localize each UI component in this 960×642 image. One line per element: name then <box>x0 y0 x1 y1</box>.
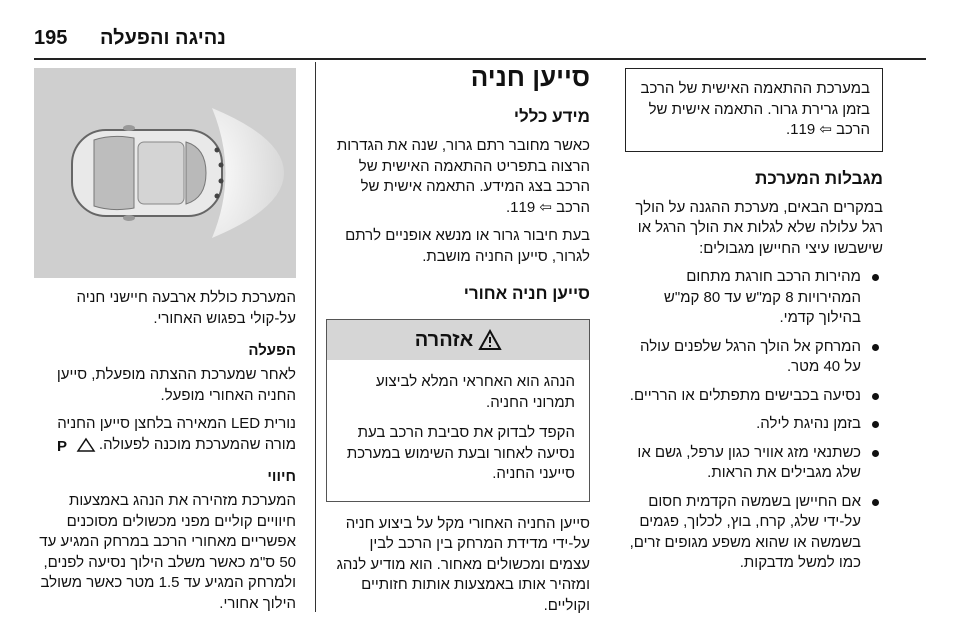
parking-sensor-diagram <box>34 68 296 278</box>
list-item-text: בזמן נהיגת לילה. <box>756 415 861 432</box>
list-item-text: המרחק אל הולך הרגל שלפנים עולה על 40 מטר. <box>640 337 861 375</box>
limits-intro: במקרים הבאים, מערכת ההגנה על הולך רגל עלולה שלא לגלות את הולך הרגל או שישבשו עיצי החיישן מגבולים: <box>635 198 883 257</box>
bullet-icon <box>872 450 879 457</box>
list-item-text: מהירות הרכב חורגת מתחום המהירויות 8 קמ"ש עד 80 קמ"ש בהילוך קדמי. <box>663 268 861 326</box>
bullet-icon <box>872 421 879 428</box>
warning-paragraph-1: הנהג הוא האחראי המלא לביצוע תמרוני החניה. <box>375 373 575 411</box>
general-paragraph-1: כאשר מחובר רתם גרור, שנה את הגדרות הרצוה בתפריט ההתאמה האישית של הרכב בצג המידע. התאמה אישית של הרכב ⇦ 119. <box>336 137 590 216</box>
activation-text: נורית LED המאירה בלחצן סייען החניה מורה שהמערכת מוכנה לפעולה. <box>57 415 296 453</box>
warning-header <box>327 320 589 360</box>
svg-text:P: P <box>56 437 67 455</box>
list-item <box>625 443 883 484</box>
warning-box <box>326 319 590 502</box>
limits-list <box>625 267 883 574</box>
general-paragraph-2: בעת חיבור גרור או מנשא אופניים לרתם לגרור, סייען החניה מושבת. <box>345 227 590 265</box>
column-divider <box>315 62 316 612</box>
warning-paragraph-2: הקפד לבדוק את סביבת הרכב בעת נסיעה לאחור ובעת השימוש במערכת סייעני החניה. <box>346 424 575 482</box>
list-item <box>625 267 883 329</box>
section-title: סייען חניה <box>470 62 590 92</box>
general-heading: מידע כללי <box>513 107 590 126</box>
list-item <box>625 492 883 574</box>
rear-heading: סייען חניה אחורי <box>463 284 590 303</box>
list-item-text: אם החיישן בשמשה הקדמית חסום על-ידי שלג, קרח, בוץ, לכלוך, פגמים בשמשה או שהוא משפע מגופים זרים, כמו למשל מדבקות. <box>629 492 861 571</box>
activation-heading: הפעלה <box>248 342 296 359</box>
warning-label: אזהרה <box>414 328 474 351</box>
list-item-text: נסיעה בכבישים מתפתלים או הרריים. <box>629 386 861 404</box>
right-column <box>625 62 883 582</box>
list-item-text: כשתנאי מזג אוויר כגון ערפל, גשם או שלג מגבילים את הראות. <box>637 443 861 481</box>
list-item <box>625 386 883 407</box>
limits-heading: מגבלות המערכת <box>755 168 883 188</box>
activation-paragraph-2 <box>34 414 296 455</box>
note-box: במערכת ההתאמה האישית של הרכב בזמן גרירת גרור. התאמה אישית של הרכב ⇦ 119. <box>625 68 883 152</box>
page-number: 195 <box>34 27 68 49</box>
car-sensor-illustration <box>34 68 296 278</box>
chapter-title: נהיגה והפעלה <box>100 27 226 49</box>
warning-body <box>327 360 589 501</box>
diagram-caption: המערכת כוללת ארבעה חיישני חניה על-קולי בפגוש האחורי. <box>76 289 296 327</box>
list-item <box>625 337 883 378</box>
left-column <box>34 288 296 622</box>
header-rule <box>34 58 926 60</box>
warning-triangle-icon <box>479 330 501 350</box>
bullet-icon <box>872 344 879 351</box>
rear-paragraph: סייען החניה האחורי מקל על ביצוע חניה על-ידי מדידת המרחק בין הרכב לבין עצמים ומכשולים מאחור. הוא מודיע לנהג ומזהיר אותו באמצעות אותות חזותיים וקוליים. <box>336 514 590 614</box>
car-icon <box>72 125 224 221</box>
middle-column <box>326 62 590 624</box>
list-item <box>625 414 883 435</box>
page-header <box>0 0 960 58</box>
parking-assist-icon <box>56 437 95 455</box>
bullet-icon <box>872 499 879 506</box>
bullet-icon <box>872 274 879 281</box>
indication-paragraph: המערכת מזהירה את הנהג באמצעות חיוויים קוליים מפני מכשולים מסוכנים אפשריים מאחורי הרכב במרחק המגיע עד 50 ס"מ כאשר משלב הילוך נסיעה לפנים, ולמרחק המגיע עד 1.5 מטר כאשר משולב הילוך אחורי. <box>39 492 296 612</box>
indication-heading: חיווי <box>267 468 296 485</box>
bullet-icon <box>872 393 879 400</box>
activation-paragraph-1: לאחר שמערכת ההצתה מופעלת, סייען החניה האחורי מופעל. <box>56 366 296 404</box>
